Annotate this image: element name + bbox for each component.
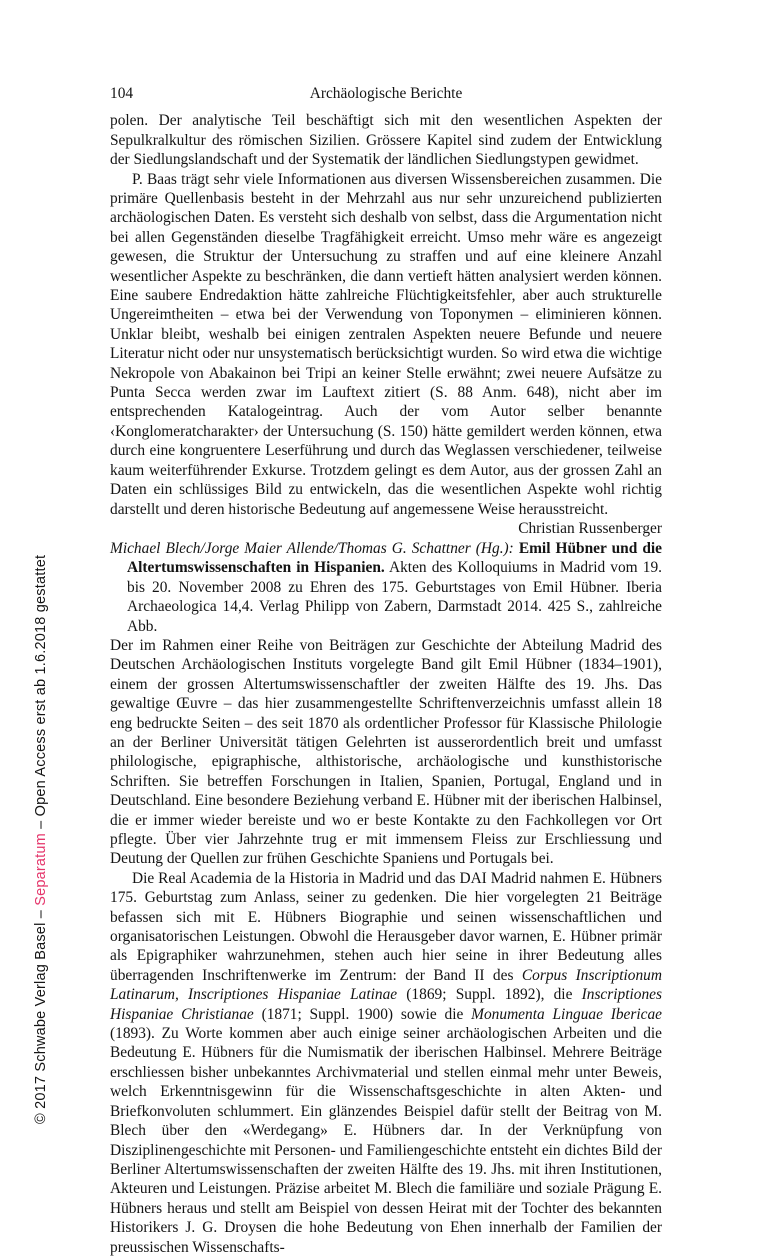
text-column bbox=[110, 84, 662, 1257]
text-segment: Inscriptiones Hispaniae Christianae bbox=[110, 986, 662, 1023]
copyright-sidebar bbox=[33, 555, 49, 1124]
text-segment: (1893). Zu Worte kommen aber auch einige seiner archäologischen Arbeiten und die Bedeutung E. Hübners für die Numismatik der iberischen Halbinsel. Mehrere Beiträge erschliessen bisher unbekanntes Archivmaterial und stellen einmal mehr unter Beweis, welch Erkenntnisgewinn für die Wissenschaftsgeschichte in alten Akten- und Briefkonvoluten schlummert. Ein glänzendes Beispiel dafür stellt der Beitrag von M. Blech über den «Werdegang» E. Hübners dar. In der Verknüpfung von Disziplinengeschichte mit Personen- und Familiengeschichte entsteht ein dichtes Bild der Berliner Altertumswissenschaften der zweiten Hälfte des 19. Jhs. mit ihren Institutionen, Akteuren und Leistungen. Präzise arbeitet M. Blech die familiäre und soziale Prägung E. Hübners heraus und stellt am Beispiel von dessen Heirat mit der Tochter des bekannten Historikers J. G. Droysen die hohe Bedeutung von Ehen innerhalb der Familien der preussischen Wissenschafts- bbox=[110, 1025, 662, 1256]
reviewer-signature: Christian Russenberger bbox=[518, 519, 662, 537]
review2-paragraph-2 bbox=[110, 869, 662, 1257]
separatum-label: Separatum bbox=[33, 833, 49, 906]
text-segment: Die Real Academia de la Historia in Madrid und das DAI Madrid nahmen E. Hübners 175. Geburtstag zum Anlass, seiner zu gedenken. Die hier vorgelegten 21 Beiträge befassen sich mit E. Hübners Biographie und seinen wissenschaftlichen und organisatorischen Leistungen. Obwohl die Herausgeber davor warnen, E. Hübner primär als Epigraphiker wahrzunehmen, stehen auch hier seine in ihrer Bedeutung alles überragenden Inschriftenwerke im Zentrum: der Band II des bbox=[110, 869, 662, 984]
copyright-suffix: – Open Access erst ab 1.6.2018 gestattet bbox=[33, 554, 49, 834]
running-title: Archäologische Berichte bbox=[309, 85, 463, 102]
text-segment: (1871; Suppl. 1900) sowie die bbox=[253, 1005, 472, 1023]
text-segment: Corpus Inscriptionum Latinarum, Inscriptiones Hispaniae Latinae bbox=[110, 966, 662, 1004]
page-header bbox=[110, 84, 662, 103]
review2-paragraph-1: Der im Rahmen einer Reihe von Beiträgen zur Geschichte der Abteilung Madrid des Deutschen Archäologischen Instituts vorgelegte Band gilt Emil Hübner (1834–1901), einem der grossen Altertumswissenschaftler der zweiten Hälfte des 19. Jhs. Das gewaltige Œuvre – das hier zusammengestellte Schriftenverzeichnis umfasst allein 18 eng bedruckte Seiten – des seit 1870 als ordentlicher Professor für Klassische Philologie an der Berliner Universität tätigen Gelehrten ist ausserordentlich breit und umfasst philologische, epigraphische, althistorische, archäologische und kunsthistorische Schriften. Sie betreffen Forschungen in Italien, Spanien, Portugal, England und in Deutschland. Eine besondere Beziehung verband E. Hübner mit der iberischen Halbinsel, die er immer wieder bereiste und wo er beste Kontakte zu den Fachkollegen vor Ort pflegte. Über vier Jahrzehnte trug er mit immensem Fleiss zur Erschliessung und Deutung der Quellen zur frühen Geschichte Spaniens und Portugals bei. bbox=[110, 636, 662, 868]
text-segment: Akten des Kolloquiums in Madrid vom 19. bis 20. November 2008 zu Ehren des 175. Geburtstages von Emil Hübner. Iberia Archaeologica 14,4. Verlag Philipp von Zabern, Darmstadt 2014. 425 S., zahlreiche Abb. bbox=[127, 559, 662, 635]
review1-paragraph-2 bbox=[110, 170, 662, 537]
text-segment: Michael Blech/Jorge Maier Allende/Thomas G. Schattner (Hg.): bbox=[110, 539, 519, 557]
text-segment: Monumenta Linguae Ibericae bbox=[471, 1005, 663, 1023]
review2-bibliographic-heading bbox=[110, 539, 662, 636]
text-segment: (1869; Suppl. 1892), die bbox=[397, 986, 582, 1004]
page-number: 104 bbox=[110, 85, 134, 102]
review1-paragraph-continuation: polen. Der analytische Teil beschäftigt sich mit den wesentlichen Aspekten der Sepulkralkultur des römischen Sizilien. Grössere Kapitel sind zudem der Entwicklung der Siedlungslandschaft und der Systematik der ländlichen Siedlungstypen gewidmet. bbox=[110, 112, 662, 169]
text-segment: Emil Hübner und die Altertumswissenschaften in Hispanien. bbox=[127, 539, 662, 577]
review1-paragraph-2-text: P. Baas trägt sehr viele Informationen aus diversen Wissensbereichen zusammen. Die primäre Quellenbasis besteht in der Mehrzahl aus nur sehr unzureichend publizierten archäologischen Daten. Es versteht sich deshalb von selbst, dass die Argumentation nicht bei allen Gegenständen dieselbe Tragfähigkeit erreicht. Umso mehr wäre es angezeigt gewesen, die Struktur der Untersuchung zu straffen und auf eine kleinere Anzahl wesentlicher Aspekte zu beschränken, die dann vertieft hätten analysiert werden können. Eine saubere Endredaktion hätte zahlreiche Flüchtigkeitsfehler, aber auch strukturelle Ungereimtheiten – etwa bei der Verwendung von Toponymen – eliminieren können. Unklar bleibt, weshalb bei einigen zentralen Aspekten neuere Befunde und neuere Literatur nicht oder nur unsystematisch berücksichtigt wurden. So wird etwa die wichtige Nekropole von Abakainon bei Tripi an keiner Stelle erwähnt; zwei neuere Aufsätze zu Punta Secca werden zwar im Lauftext zitiert (S. 88 Anm. 648), nicht aber im entsprechenden Katalogeintrag. Auch der vom Autor selber benannte ‹Konglomeratcharakter› der Untersuchung (S. 150) hätte gemildert werden können, etwa durch eine kongruentere Leserführung und durch das Weglassen verschiedener, teilweise kaum weiterführender Exkurse. Trotzdem gelingt es dem Autor, aus der grossen Zahl an Daten ein schlüssiges Bild zu entwickeln, das die wesentlichen Aspekte wohl richtig darstellt und deren historische Bedeutung auf angemessene Weise herausstreicht. bbox=[110, 170, 662, 518]
copyright-prefix: © 2017 Schwabe Verlag Basel – bbox=[33, 905, 49, 1124]
